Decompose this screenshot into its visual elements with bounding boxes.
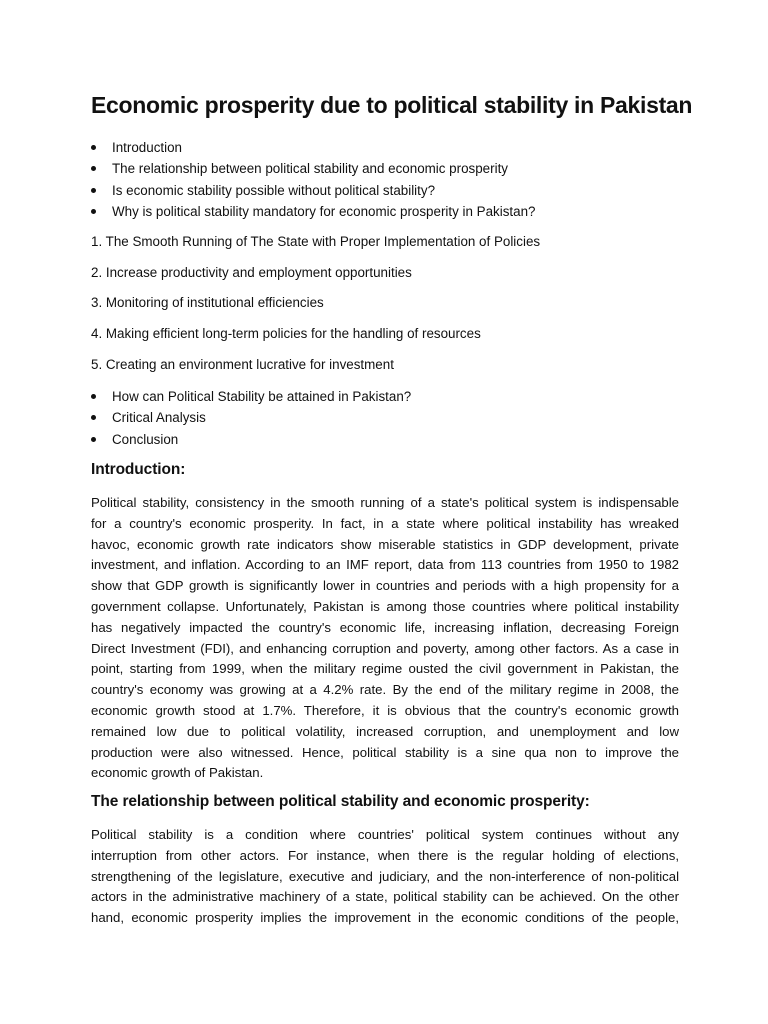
paragraph-line: government collapse. Unfortunately, Pakistan is among those countries where political instability (91, 598, 679, 614)
document-title: Economic prosperity due to political stability in Pakistan (91, 92, 693, 118)
paragraph-line: economic growth stood at 1.7%. Therefore, it is obvious that the country's economic growth (91, 702, 679, 718)
numbered-point: 2. Increase productivity and employment opportunities (91, 265, 412, 280)
outline-item: Critical Analysis (91, 407, 411, 428)
section-heading-relationship: The relationship between political stability and economic prosperity: (91, 793, 590, 810)
paragraph-line: for a country's economic prosperity. In fact, in a state where political instability has wreaked (91, 515, 679, 531)
paragraph-line: Direct Investment (FDI), and enhancing corruption and poverty, among other factors. As a case in (91, 640, 679, 656)
section-heading-introduction: Introduction: (91, 461, 186, 478)
numbered-point: 5. Creating an environment lucrative for investment (91, 357, 394, 372)
numbered-point: 1. The Smooth Running of The State with Proper Implementation of Policies (91, 234, 541, 249)
outline-item: Introduction (91, 137, 535, 158)
paragraph-line: Political stability, consistency in the smooth running of a state's political system is indispensable (91, 495, 679, 510)
paragraph-line: remained low due to political volatility, increased corruption, and unemployment and low (91, 723, 679, 739)
paragraph-line: has negatively impacted the country's economic life, increasing inflation, decreasing Foreign (91, 619, 679, 635)
numbered-point: 3. Monitoring of institutional efficiencies (91, 295, 324, 310)
outline-item: Conclusion (91, 429, 411, 450)
paragraph-line: point, starting from 1999, when the military regime ousted the civil government in Pakistan, the (91, 661, 679, 677)
paragraph-line: hand, economic prosperity implies the improvement in the economic conditions of the people, (91, 910, 679, 926)
paragraph-line: economic growth of Pakistan. (91, 765, 264, 781)
paragraph-line: actors in the administrative machinery of a state, political stability can be achieved. On the other (91, 889, 679, 905)
outline-item: How can Political Stability be attained in Pakistan? (91, 386, 411, 407)
paragraph-line: havoc, economic growth rate indicators show miserable statistics in GDP development, private (91, 536, 679, 552)
paragraph-line: interruption from other actors. For instance, when there is the regular holding of elections, (91, 847, 679, 863)
relationship-paragraph (91, 825, 679, 929)
numbered-point: 4. Making efficient long-term policies for the handling of resources (91, 326, 481, 341)
paragraph-line: show that GDP growth is significantly lower in countries and periods with a high propensity for a (91, 578, 679, 594)
introduction-paragraph (91, 493, 679, 784)
outline-item: Is economic stability possible without political stability? (91, 180, 535, 201)
outline-list-top (91, 137, 535, 222)
paragraph-line: Political stability is a condition where countries' political system continues without any (91, 827, 679, 842)
outline-item: Why is political stability mandatory for economic prosperity in Pakistan? (91, 201, 535, 222)
paragraph-line: strengthening of the legislature, executive and judiciary, and the non-interference of non-political (91, 868, 679, 884)
paragraph-line: investment, and inflation. According to an IMF report, data from 113 countries from 1950 to 1982 (91, 557, 679, 573)
outline-item: The relationship between political stability and economic prosperity (91, 158, 535, 179)
paragraph-line: production were also witnessed. Hence, political stability is a sine qua non to improve the (91, 744, 679, 760)
outline-list-bottom (91, 386, 411, 450)
paragraph-line: country's economy was growing at a 4.2% rate. By the end of the military regime in 2008, the (91, 682, 679, 698)
